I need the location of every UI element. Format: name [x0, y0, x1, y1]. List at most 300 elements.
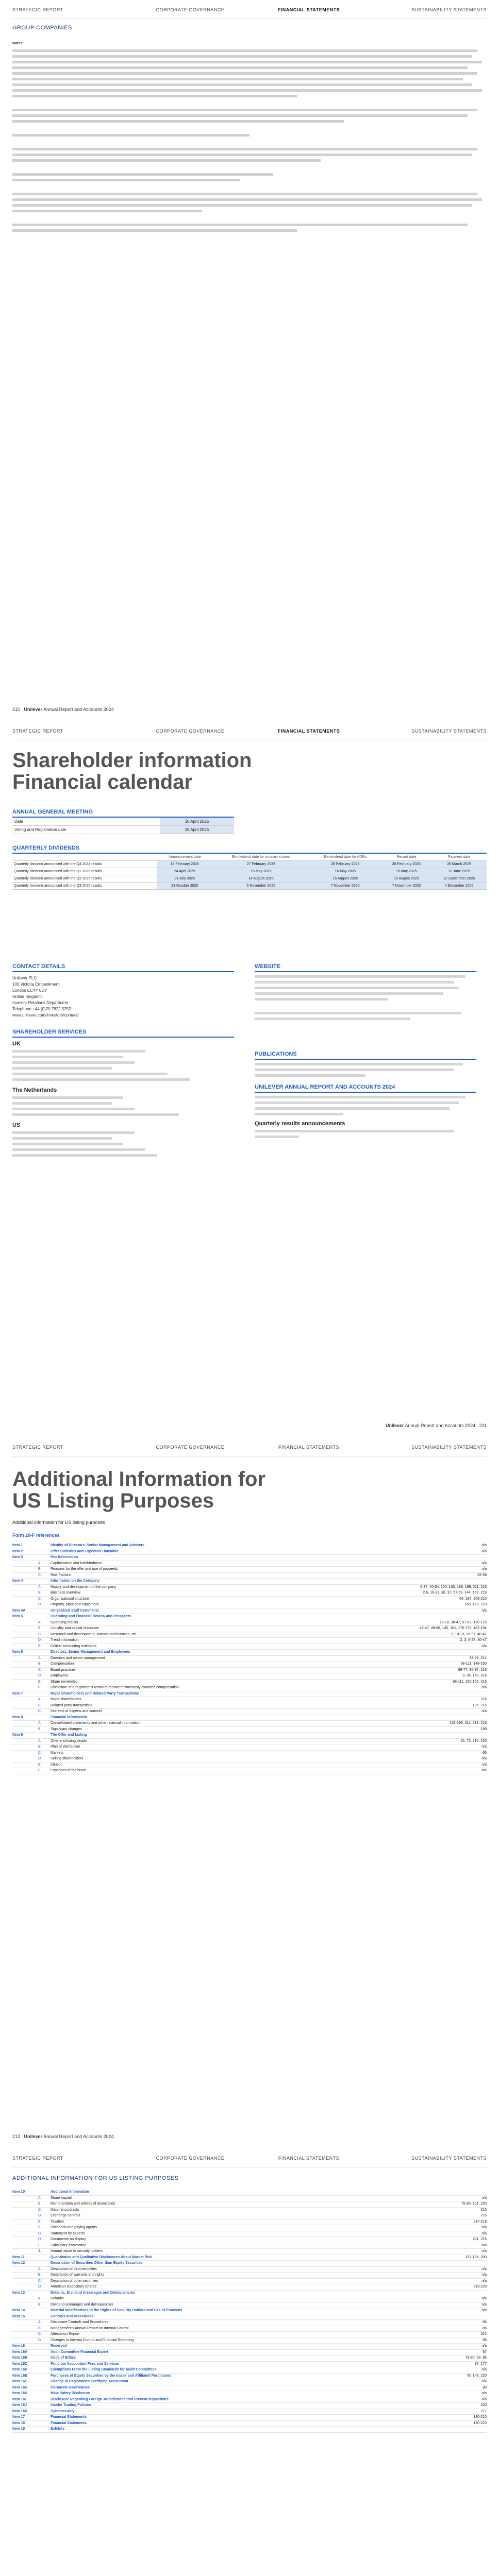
item-description: Reasons for the offer and use of proceeds — [51, 1567, 118, 1571]
table-row — [12, 1756, 487, 1762]
notes-label: Notes: — [12, 42, 24, 45]
page-reference[interactable]: 219-220 — [473, 2285, 487, 2289]
page-reference[interactable]: 187-194, 200 — [465, 2255, 487, 2259]
page-reference[interactable] — [409, 2427, 487, 2432]
table-row — [12, 818, 234, 826]
table-row — [12, 2267, 487, 2273]
page-reference[interactable]: 98-111, 150-156, 216 — [453, 1680, 487, 1684]
item-description: Directors and senior management — [51, 1656, 105, 1660]
table-row — [12, 1543, 487, 1549]
page-reference[interactable]: n/a — [481, 1686, 487, 1689]
item-number — [12, 1585, 38, 1590]
item-letter: A. — [38, 2196, 42, 2200]
page-reference[interactable]: n/a — [481, 2380, 487, 2383]
page-reference[interactable]: 86 — [483, 2326, 487, 2330]
contact-line: Unilever PLC — [12, 976, 37, 980]
item-number — [12, 2213, 38, 2219]
agm-table — [12, 818, 234, 834]
item-number — [12, 1567, 38, 1572]
cell: 15 August 2025 — [309, 875, 381, 883]
page-reference[interactable]: n/a — [481, 2226, 487, 2229]
table-row — [12, 1620, 487, 1626]
nav-corporate-governance[interactable]: CORPORATE GOVERNANCE — [156, 1445, 225, 1450]
item-description: Code of Ethics — [51, 2356, 76, 2360]
nav-strategic-report[interactable]: STRATEGIC REPORT — [12, 2156, 63, 2161]
item-number — [12, 2196, 38, 2201]
item-description: Changes in Internal Control and Financial Reporting — [51, 2338, 134, 2342]
item-letter — [38, 2391, 51, 2397]
item-letter: C. — [38, 1632, 42, 1636]
table-row — [12, 875, 487, 883]
cell: 7 November 2025 — [309, 883, 381, 890]
page-reference[interactable] — [409, 2190, 487, 2195]
item-description: Description of warrants and rights — [51, 2273, 105, 2277]
item-number — [12, 1662, 38, 1667]
table-row — [12, 2243, 487, 2249]
item-letter: C. — [38, 2279, 42, 2283]
contact-line: Telephone +44 (0)20 7822 5252 — [12, 1007, 71, 1011]
item-description: Disclosure Regarding Foreign Jurisdictions that Prevent Inspections — [51, 2397, 169, 2401]
notes-text-lines — [12, 49, 487, 232]
item-number — [12, 1590, 38, 1596]
nav-strategic-report[interactable]: STRATEGIC REPORT — [12, 728, 63, 734]
item-number — [12, 2320, 38, 2326]
table-row — [12, 2344, 487, 2350]
table-row — [12, 1715, 487, 1721]
item-letter: E. — [38, 2219, 42, 2224]
page-reference[interactable]: n/a — [481, 1644, 487, 1648]
form-heading: Form 20-F references — [12, 1533, 60, 1538]
item-letter: B. — [38, 2202, 42, 2206]
page-reference[interactable]: n/a — [481, 2279, 487, 2283]
item-letter: A. — [38, 1585, 42, 1589]
page-reference[interactable]: 130-210 — [473, 2421, 487, 2425]
item-letter: B. — [38, 1626, 42, 1630]
page-reference[interactable]: n/a — [481, 2397, 487, 2401]
page-reference[interactable]: n/a — [481, 1745, 487, 1749]
item-letter — [38, 1715, 51, 1721]
item-description: American Depositary Shares — [51, 2285, 97, 2289]
page-reference[interactable]: 2, 3, 6-33, 40-47 — [460, 1638, 487, 1642]
item-letter — [38, 2190, 51, 2195]
contact-link[interactable]: www.unilever.com/investors/contact/ — [12, 1013, 79, 1018]
table-row — [12, 1751, 487, 1757]
item-letter: E. — [38, 1762, 42, 1767]
page-reference[interactable] — [409, 2291, 487, 2296]
publications-heading: PUBLICATIONS — [255, 1051, 476, 1060]
item-letter — [38, 2374, 51, 2379]
item-description: Disclosure Controls and Procedures — [51, 2320, 109, 2324]
item-letter — [38, 2255, 51, 2261]
shareholder-services-heading: SHAREHOLDER SERVICES — [12, 1029, 234, 1038]
item-letter: B. — [38, 1662, 42, 1666]
item-number — [12, 2249, 38, 2255]
page-reference[interactable]: 98-111, 148-150 — [460, 1662, 487, 1666]
item-description: Memorandum and articles of association — [51, 2202, 115, 2206]
website-text-lines — [255, 975, 476, 1020]
item-number — [12, 1644, 38, 1650]
item-description: Management's Annual Report on Internal Control — [51, 2326, 129, 2330]
page-reference[interactable]: n/a — [481, 2302, 487, 2307]
table-row — [12, 2362, 487, 2368]
item-letter: E. — [38, 1644, 42, 1648]
cell: Quarterly dividend announced with the Q4 2024 results — [12, 861, 157, 868]
nav-corporate-governance[interactable]: CORPORATE GOVERNANCE — [156, 728, 225, 734]
item-description: Taxation — [51, 2219, 64, 2224]
item-description: Audit Committee Financial Expert — [51, 2350, 109, 2354]
top-nav — [12, 2156, 487, 2167]
nav-sustainability-statements[interactable]: SUSTAINABILITY STATEMENTS — [411, 728, 487, 734]
item-letter: F. — [38, 1686, 41, 1689]
item-number — [12, 2267, 38, 2273]
item-number — [12, 2332, 38, 2337]
page-reference[interactable]: 75-80, 101, 220 — [461, 2202, 487, 2206]
item-letter: A. — [38, 1656, 42, 1660]
item-number — [12, 1638, 38, 1643]
item-letter — [38, 2367, 51, 2373]
table-row — [12, 1597, 487, 1603]
item-number — [12, 2273, 38, 2278]
nav-financial-statements[interactable]: FINANCIAL STATEMENTS — [278, 1445, 340, 1450]
item-description: Organisational structure — [51, 1597, 89, 1601]
page-reference[interactable]: n/a — [481, 2231, 487, 2235]
item-number — [12, 2279, 38, 2284]
page-reference[interactable]: n/a — [481, 1709, 487, 1713]
section-title: ADDITIONAL INFORMATION FOR US LISTING PURPOSES — [12, 2175, 179, 2181]
page-reference[interactable]: n/a — [481, 2196, 487, 2200]
table-row — [12, 2208, 487, 2214]
item-number: Item 14 — [12, 2309, 25, 2312]
item-letter — [38, 1549, 51, 1555]
page-reference[interactable] — [409, 1579, 487, 1584]
nav-financial-statements[interactable]: FINANCIAL STATEMENTS — [277, 728, 340, 734]
page-reference[interactable]: 196, 216 — [472, 1703, 487, 1707]
cell: 23 October 2025 — [157, 883, 213, 890]
nav-sustainability-statements[interactable]: SUSTAINABILITY STATEMENTS — [411, 2156, 487, 2161]
item-letter — [38, 1555, 51, 1561]
item-letter: A. — [38, 1739, 42, 1743]
item-number: Item 16A — [12, 2350, 28, 2354]
item-description: Employees — [51, 1674, 69, 1677]
table-row — [12, 2249, 487, 2255]
cell: 4 December 2025 — [431, 883, 487, 890]
page-reference[interactable]: 68-69, 214 — [469, 1656, 487, 1660]
item-description: Expenses of the issue — [51, 1769, 86, 1772]
nav-strategic-report[interactable]: STRATEGIC REPORT — [12, 1445, 63, 1450]
page-reference[interactable] — [409, 1715, 487, 1721]
page-reference[interactable]: n/a — [481, 1769, 487, 1772]
page-reference[interactable]: 216 — [480, 2214, 487, 2217]
page-reference[interactable]: 3, 36, 149, 216 — [462, 1674, 487, 1677]
table-row — [12, 2338, 487, 2344]
item-description: Identity of Directors, Senior Management and Advisers — [51, 1544, 145, 1547]
item-number: Item 18 — [12, 2421, 25, 2425]
cell: Quarterly dividend announced with the Q3 2025 results — [12, 883, 157, 890]
page-reference[interactable]: n/a — [481, 2344, 487, 2348]
item-number — [12, 1632, 38, 1638]
page-reference[interactable]: n/a — [481, 2267, 487, 2271]
item-number — [12, 2201, 38, 2207]
item-description: Dividends and paying agents — [51, 2226, 97, 2229]
page-reference[interactable]: 2, 10-13, 36-37, 40-47 — [451, 1632, 487, 1636]
page-reference[interactable]: 168, 169, 218 — [464, 1603, 487, 1606]
item-letter: E. — [38, 1680, 42, 1684]
item-number — [12, 1709, 38, 1715]
page-reference[interactable]: n/a — [481, 1757, 487, 1760]
page-reference[interactable]: n/a — [481, 2273, 487, 2277]
item-description: Exemptions From the Listing Standards for Audit Committees — [51, 2368, 157, 2371]
item-letter: J. — [38, 2249, 41, 2253]
page-reference[interactable] — [409, 1614, 487, 1620]
item-letter — [38, 1608, 51, 1614]
page-reference[interactable]: 217-219 — [473, 2219, 487, 2224]
page-reference[interactable] — [409, 2261, 487, 2266]
table-row — [12, 2196, 487, 2202]
nav-financial-statements[interactable]: FINANCIAL STATEMENTS — [277, 7, 340, 12]
table-row — [12, 2391, 487, 2397]
item-description: Operating and Financial Review and Prospects — [51, 1615, 131, 1618]
agm-section — [12, 809, 234, 834]
item-description: Selling shareholders — [51, 1757, 84, 1760]
item-description: Insider Trading Policies — [51, 2403, 91, 2407]
page-reference[interactable]: n/a — [481, 1544, 487, 1547]
page-reference[interactable]: n/a — [481, 1567, 487, 1571]
table-row — [12, 2279, 487, 2285]
table-row — [12, 868, 487, 875]
item-letter — [38, 1614, 51, 1620]
item-letter — [38, 2379, 51, 2385]
page-reference[interactable]: n/a — [481, 1549, 487, 1553]
page-reference[interactable]: n/a — [481, 2243, 487, 2247]
table-row — [12, 2350, 487, 2356]
table-row — [12, 826, 234, 834]
item-letter: B. — [38, 1703, 42, 1707]
page-reference[interactable]: 80 — [483, 2385, 487, 2389]
item-letter: A. — [38, 1561, 42, 1565]
table-row — [12, 1709, 487, 1715]
page-reference[interactable] — [409, 1555, 487, 1561]
page-reference[interactable]: n/a — [481, 2392, 487, 2395]
page-reference[interactable]: 78, 148, 220 — [467, 2374, 487, 2378]
item-description: Board practices — [51, 1668, 76, 1672]
footer-brand: Unilever — [385, 1423, 404, 1428]
page-reference[interactable]: n/a — [481, 1762, 487, 1767]
item-letter — [38, 2421, 51, 2427]
contact-details — [12, 975, 234, 1019]
table-row — [12, 1739, 487, 1745]
page-reference[interactable]: 86 — [483, 2320, 487, 2324]
item-letter: B. — [38, 1727, 42, 1731]
page-reference[interactable]: n/a — [481, 1561, 487, 1565]
column-header: Payment date — [431, 854, 487, 861]
page-reference[interactable]: 64, 197, 206-210 — [459, 1597, 487, 1601]
page-reference[interactable]: 221 — [480, 2332, 487, 2336]
item-letter — [38, 2409, 51, 2415]
item-letter — [38, 1543, 51, 1549]
table-row — [12, 883, 487, 890]
column-header — [12, 854, 157, 861]
page-reference[interactable]: 217 — [480, 2409, 487, 2413]
item-description: Key Information — [51, 1555, 78, 1559]
item-description: Mine Safety Disclosure — [51, 2392, 90, 2395]
cell: 12 June 2025 — [431, 868, 487, 875]
table-row — [12, 1691, 487, 1698]
item-letter — [38, 2385, 51, 2391]
page-reference[interactable]: 211, 216 — [473, 2238, 487, 2241]
page-reference[interactable]: 68-77, 96-97, 216 — [458, 1668, 487, 1672]
page-reference[interactable]: 65, 75, 216, 220 — [460, 1739, 487, 1743]
page-reference[interactable]: 86 — [483, 2338, 487, 2342]
item-letter: B. — [38, 2326, 42, 2330]
item-letter — [38, 2403, 51, 2409]
item-description: Research and development, patents and licences, etc. — [51, 1632, 138, 1636]
page-reference[interactable]: 199 — [480, 1727, 487, 1731]
column-header: Ex-dividend date for ADRs — [309, 854, 381, 861]
title-line-1: Shareholder information — [12, 749, 252, 772]
top-nav — [12, 7, 487, 19]
item-number: Item 17 — [12, 2415, 25, 2419]
cell: Quarterly dividend announced with the Q1 2025 results — [12, 868, 157, 875]
item-number: Item 10 — [12, 2190, 25, 2194]
contact-line: Investor Relations Department — [12, 1001, 69, 1005]
page-reference[interactable] — [409, 1650, 487, 1655]
table-row — [12, 2231, 487, 2238]
page-reference[interactable]: 65 — [483, 1751, 487, 1755]
page-reference[interactable] — [409, 2314, 487, 2320]
item-description: Annual report to security holders — [51, 2249, 103, 2253]
item-number — [12, 1668, 38, 1673]
agm-heading: ANNUAL GENERAL MEETING — [12, 809, 234, 818]
table-row — [12, 1727, 487, 1733]
item-letter — [38, 2362, 51, 2367]
item-number — [12, 2219, 38, 2225]
page-reference[interactable]: 216 — [480, 1698, 487, 1701]
item-description: Principal Accountant Fees and Services — [51, 2362, 119, 2366]
column-header: Record date — [381, 854, 432, 861]
page-reference[interactable]: 216 — [480, 2208, 487, 2212]
page-number: 212 — [12, 2134, 21, 2139]
page-reference[interactable]: 130-210 — [473, 2415, 487, 2419]
table-row — [12, 2397, 487, 2403]
item-number — [12, 1620, 38, 1626]
item-number — [12, 1751, 38, 1756]
item-number: Item 16F — [12, 2380, 27, 2383]
item-letter: F. — [38, 1769, 41, 1772]
item-description: Interests of experts and counsel — [51, 1709, 102, 1713]
item-number — [12, 1673, 38, 1679]
nav-financial-statements[interactable]: FINANCIAL STATEMENTS — [278, 2156, 340, 2161]
table-row — [12, 1626, 487, 1632]
item-description: Subsidiary information — [51, 2243, 87, 2247]
item-number: Item 1 — [12, 1544, 23, 1547]
page-title — [12, 1468, 265, 1512]
item-number — [12, 1680, 38, 1685]
item-description: Markets — [51, 1751, 63, 1755]
nav-corporate-governance[interactable]: CORPORATE GOVERNANCE — [156, 7, 225, 12]
table-row — [12, 2284, 487, 2291]
notes-block — [12, 41, 487, 235]
page-reference[interactable]: 87 — [483, 2350, 487, 2354]
item-description: Consolidated statements and other financial information — [51, 1721, 140, 1725]
table-row — [12, 1555, 487, 1561]
footer-text: Annual Report and Accounts 2024 — [43, 2134, 114, 2139]
page-reference[interactable]: n/a — [481, 2368, 487, 2371]
title-line-2: US Listing Purposes — [12, 1489, 214, 1512]
form-references-list — [12, 2190, 487, 2433]
item-letter — [38, 1691, 51, 1697]
page-reference[interactable]: 79-80, 93, 95 — [465, 2356, 487, 2360]
cell: 6 November 2025 — [213, 883, 309, 890]
page-reference[interactable]: 131-199, 211, 213, 216 — [450, 1721, 487, 1725]
table-row — [12, 2296, 487, 2302]
item-number — [12, 1721, 38, 1726]
item-number — [12, 2326, 38, 2332]
cell: 15 May 2025 — [213, 868, 309, 875]
item-letter: C. — [38, 2332, 42, 2336]
table-row — [12, 2403, 487, 2409]
page-reference[interactable] — [409, 1691, 487, 1697]
page-reference[interactable]: n/a — [481, 2309, 487, 2312]
table-row — [12, 2415, 487, 2421]
item-letter — [38, 2350, 51, 2355]
item-description: Material Modifications to the Rights of Security Holders and Use of Proceeds — [51, 2309, 182, 2312]
cell: 16 May 2025 — [381, 868, 432, 875]
nav-corporate-governance[interactable]: CORPORATE GOVERNANCE — [156, 2156, 225, 2161]
page-reference[interactable]: 87, 177 — [474, 2362, 487, 2366]
uk-text-lines — [12, 1050, 234, 1081]
item-number — [12, 1744, 38, 1750]
item-number: Item 16D — [12, 2368, 28, 2371]
item-description: Quantitative and Qualitative Disclosures About Market Risk — [51, 2255, 153, 2259]
item-letter: A. — [38, 1721, 42, 1725]
page-reference[interactable]: n/a — [481, 1608, 487, 1613]
page-reference[interactable]: 52-59 — [477, 1573, 487, 1577]
item-number: Item 16K — [12, 2409, 28, 2413]
footer-brand: Unilever — [24, 707, 43, 712]
page-reference[interactable] — [409, 1733, 487, 1738]
table-row — [12, 1721, 487, 1727]
top-nav — [12, 728, 487, 740]
page-title — [12, 750, 252, 793]
agm-value: 30 April 2025 — [160, 818, 234, 826]
nav-sustainability-statements[interactable]: SUSTAINABILITY STATEMENTS — [411, 1445, 487, 1450]
page-reference[interactable]: n/a — [481, 2249, 487, 2253]
nav-sustainability-statements[interactable]: SUSTAINABILITY STATEMENTS — [411, 7, 487, 12]
cell: 26 March 2025 — [431, 861, 487, 868]
page-subtitle: Additional information for US listing purposes — [12, 1520, 105, 1525]
page-reference[interactable]: 220 — [480, 2403, 487, 2407]
page-reference[interactable]: 46-47, 48-50, 145, 161, 170-176, 182-194 — [420, 1626, 487, 1630]
page-reference[interactable]: 15-18, 38-47, 57-59, 170-176 — [439, 1620, 487, 1624]
item-letter: D. — [38, 2338, 42, 2342]
item-number: Item 19 — [12, 2427, 25, 2431]
cell: 28 February 2025 — [309, 861, 381, 868]
item-number — [12, 2296, 38, 2302]
page-reference[interactable]: 2-5, 10-33, 36, 37, 57-59, 144, 159, 218 — [423, 1591, 487, 1595]
table-row — [12, 1608, 487, 1615]
item-description: Related party transactions — [51, 1703, 93, 1707]
nav-strategic-report[interactable]: STRATEGIC REPORT — [12, 7, 63, 12]
page-reference[interactable]: n/a — [481, 2297, 487, 2300]
item-number: Item 16E — [12, 2374, 27, 2378]
page-reference[interactable]: 6-37, 40-54, 150, 163, 189, 199, 211, 216 — [420, 1585, 487, 1589]
item-letter — [38, 2355, 51, 2361]
footer-text: Annual Report and Accounts 2024 — [43, 707, 114, 712]
item-letter — [38, 2397, 51, 2403]
item-letter: B. — [38, 1591, 42, 1595]
item-description: The Offer and Listing — [51, 1733, 87, 1737]
item-letter: A. — [38, 2267, 42, 2271]
